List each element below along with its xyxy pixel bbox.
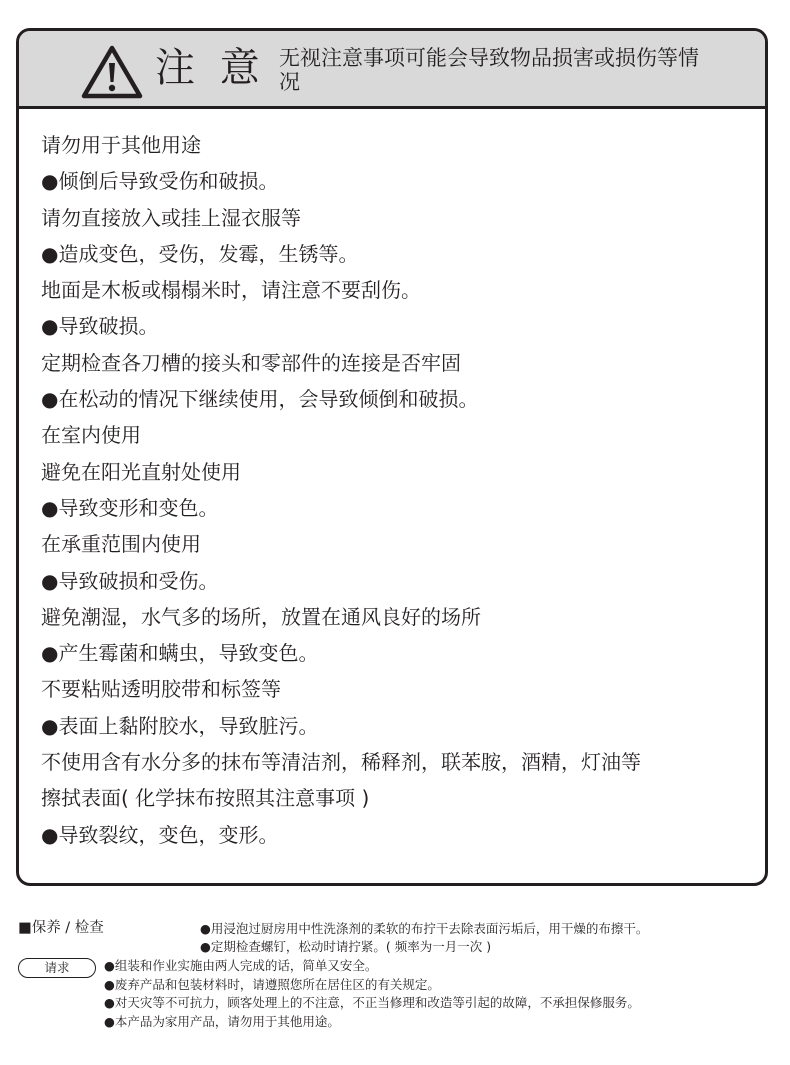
caution-list	[41, 127, 761, 853]
caution-box	[16, 28, 768, 886]
maintenance-line: ●用浸泡过厨房用中性洗涤剂的柔软的布拧干去除表面污垢后，用干燥的布擦干。	[200, 921, 649, 936]
caution-subtitle: 无视注意事项可能会导致物品损害或损伤等情况	[279, 46, 699, 94]
caution-item: ●在松动的情况下继续使用，会导致倾倒和破损。	[41, 387, 479, 412]
caution-item: 定期检查各刀槽的接头和零部件的连接是否牢固	[41, 350, 461, 375]
caution-item: 在承重范围内使用	[41, 532, 201, 557]
caution-item: 在室内使用	[41, 423, 141, 448]
caution-item: ●导致变形和变色。	[41, 495, 219, 520]
maintenance-line: ●定期检查螺钉，松动时请拧紧。( 频率为一月一次 )	[200, 939, 492, 954]
caution-item: ●导致破损和受伤。	[41, 568, 219, 593]
request-line: ●组装和作业实施由两人完成的话，简单又安全。	[104, 958, 378, 973]
request-line: ●废弃产品和包装材料时，请遵照您所在居住区的有关规定。	[104, 976, 440, 992]
caution-item: 不要粘贴透明胶带和标签等	[41, 677, 281, 702]
caution-item: 避免在阳光直射处使用	[41, 459, 241, 484]
caution-item: ●表面上黏附胶水，导致脏污。	[41, 713, 319, 738]
caution-item: 请勿用于其他用途	[41, 133, 201, 157]
request-notes	[104, 957, 640, 1031]
request-line: ●本产品为家用产品，请勿用于其他用途。	[104, 1013, 340, 1029]
caution-item: ●产生霉菌和螨虫，导致变色。	[41, 641, 319, 666]
caution-item: ●导致破损。	[41, 314, 159, 339]
caution-item: ●导致裂纹，变色，变形。	[41, 822, 279, 847]
maintenance-notes	[200, 920, 648, 956]
request-line: ●对天灾等不可抗力，顾客处理上的不注意，不正当修理和改造等引起的故障，不承担保修服务。	[104, 995, 640, 1010]
caution-item: ●倾倒后导致受伤和破损。	[41, 169, 279, 194]
caution-title: 注 意	[155, 45, 266, 91]
caution-item: 请勿直接放入或挂上湿衣服等	[41, 205, 301, 230]
caution-header	[19, 31, 765, 109]
caution-item: 地面是木板或榻榻米时，请注意不要刮伤。	[41, 278, 421, 303]
warning-triangle-icon	[81, 45, 143, 99]
caution-item: ●造成变色，受伤，发霉，生锈等。	[41, 241, 359, 266]
caution-item: 擦拭表面( 化学抹布按照其注意事项 )	[41, 786, 370, 811]
caution-item: 避免潮湿，水气多的场所，放置在通风良好的场所	[41, 604, 481, 629]
caution-item: 不使用含有水分多的抹布等清洁剂，稀释剂，联苯胺，酒精，灯油等	[41, 750, 641, 775]
request-badge: 请求	[18, 958, 96, 978]
maintenance-label: ■保养 / 检查	[18, 920, 104, 936]
